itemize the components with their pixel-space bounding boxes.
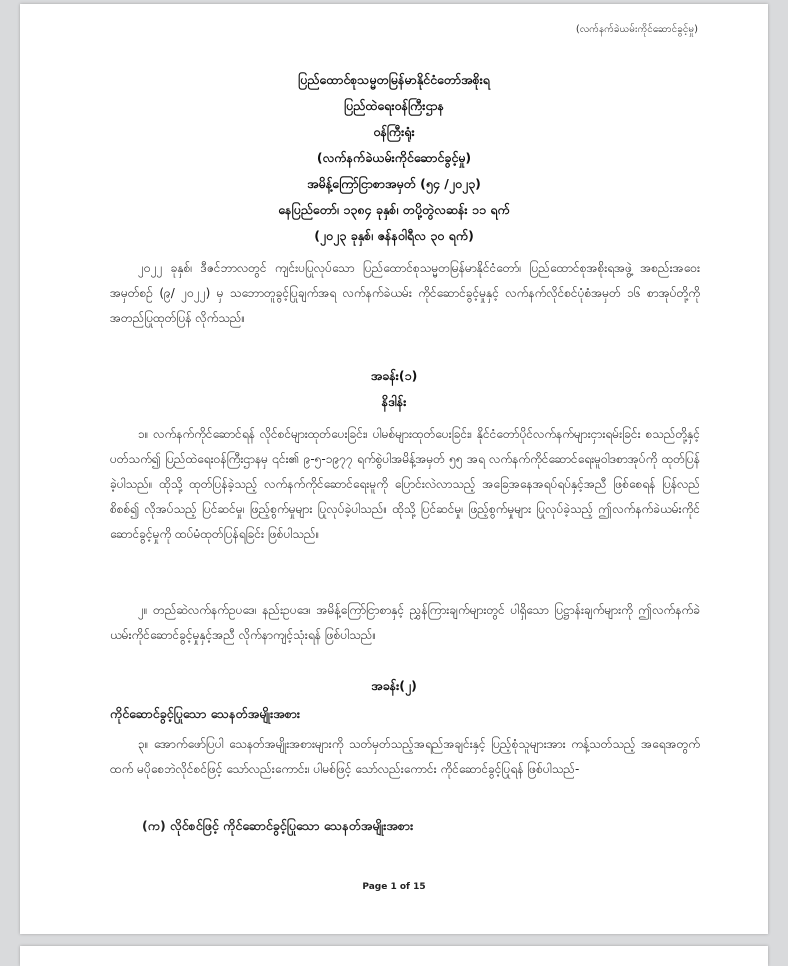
notification-number: အမိန့်ကြော်ငြာစာအမှတ် (၅၄ /၂၀၂၃) <box>307 176 481 191</box>
intro-paragraph: ၂၀၂၂ ခုနှစ်၊ ဒီဇင်ဘာလတွင် ကျင်းပပြုလုပ်သော ပြည်ထောင်စုသမ္မတမြန်မာနိုင်ငံတော်၊ ပြည်ထောင်စုအစိုးရအဖွဲ့ အစည်းအဝေးအမှတ်စဉ် (၉/ ၂၀၂၂) မှ သဘောတူခွင့်ပြုချက်အရ လက်နက်ခဲယမ်း ကိုင်ဆောင်ခွင့်မှုနှင့် လက်နက်လိုင်စင်ပုံစံအမှတ် ၁၆ စာအုပ်တို့ကို အတည်ပြုထုတ်ပြန် လိုက်သည်။ <box>110 261 700 325</box>
chapter-2-title: ကိုင်ဆောင်ခွင့်ပြုသော သေနတ်အမျိုးအစား <box>110 706 301 721</box>
chapter-1-title: နိဒါန်း <box>381 394 407 409</box>
document-page <box>20 4 768 934</box>
ministry-title: ပြည်ထဲရေးဝန်ကြီးဌာန <box>343 98 445 113</box>
paragraph-1: ၁။ လက်နက်ကိုင်ဆောင်ရန် လိုင်စင်များထုတ်ပေးခြင်း၊ ပါမစ်များထုတ်ပေးခြင်း၊ နိုင်ငံတော်ပိုင်လက်နက်များငှားရမ်းခြင်း စသည်တို့နှင့်ပတ်သက်၍ ပြည်ထဲရေးဝန်ကြီးဌာနမှ ၎င်း၏ ၉-၅-၁၉၇၇ ရက်စွဲပါအမိန့်အမှတ် ၅၅ အရ လက်နက်ကိုင်ဆောင်ရေးမူဝါဒစာအုပ်ကို ထုတ်ပြန်ခဲ့ပါသည်။ ထိုသို့ ထုတ်ပြန်ခဲ့သည့် လက်နက်ကိုင်ဆောင်ရေးမူကို ပြောင်းလဲလာသည့် အခြေအနေအရပ်ရပ်နှင့်အညီ ဖြစ်စေရန် ပြန်လည်စိစစ်၍ လိုအပ်သည့် ပြင်ဆင်မှု၊ ဖြည့်စွက်မှုများ ပြုလုပ်ခဲ့ပါသည်။ ထိုသို့ ပြင်ဆင်မှု၊ ဖြည့်စွက်မှုများ ပြုလုပ်ခဲ့သည့် ဤလက်နက်ခဲယမ်းကိုင်ဆောင်ခွင့်မှုကို ထပ်မံထုတ်ပြန်ရခြင်း ဖြစ်ပါသည်။ <box>110 427 700 541</box>
document-subject: (လက်နက်ခဲယမ်းကိုင်ဆောင်ခွင့်မှု) <box>316 150 472 165</box>
paragraph-2: ၂။ တည်ဆဲလက်နက်ဥပဒေ၊ နည်းဥပဒေ၊ အမိန့်ကြော်ငြာစာနှင့် ညွှန်ကြားချက်များတွင် ပါရှိသော ပြဋ္ဌာန်းချက်များကို ဤလက်နက်ခဲယမ်းကိုင်ဆောင်ခွင့်မှုနှင့်အညီ လိုက်နာကျင့်သုံးရန် ဖြစ်ပါသည်။ <box>110 603 700 642</box>
government-title: ပြည်ထောင်စုသမ္မတမြန်မာနိုင်ငံတော်အစိုးရ <box>298 72 490 87</box>
chapter-1-number: အခန်း(၁) <box>370 368 418 383</box>
next-page-edge <box>20 946 768 966</box>
issue-date-gregorian: (၂၀၂၃ ခုနှစ်၊ ဇန်နဝါရီလ ၃၀ ရက်) <box>314 228 474 243</box>
paragraph-3: ၃။ အောက်ဖော်ပြပါ သေနတ်အမျိုးအစားများကို သတ်မှတ်သည့်အရည်အချင်းနှင့် ပြည့်စုံသူများအား ကန့်သတ်သည့် အရေအတွက်ထက် မပိုစေဘဲလိုင်စင်ဖြင့် သော်လည်းကောင်း၊ ပါမစ်ဖြင့် သော်လည်းကောင်း ကိုင်ဆောင်ခွင့်ပြုရန် ဖြစ်ပါသည်- <box>110 737 700 776</box>
running-header: (လက်နက်ခဲယမ်းကိုင်ဆောင်ခွင့်မှု) <box>575 24 698 35</box>
office-title: ဝန်ကြီးရုံး <box>373 124 415 139</box>
issue-date-myanmar: နေပြည်တော်၊ ၁၃၈၄ ခုနှစ်၊ တပို့တွဲလဆန်း ၁၁ ရက် <box>278 202 510 217</box>
page-number: Page 1 of 15 <box>362 882 426 892</box>
sub-section-a: (က) လိုင်စင်ဖြင့် ကိုင်ဆောင်ခွင့်ပြုသော သေနတ်အမျိုးအစား <box>142 818 414 833</box>
chapter-2-number: အခန်း(၂) <box>371 678 417 693</box>
